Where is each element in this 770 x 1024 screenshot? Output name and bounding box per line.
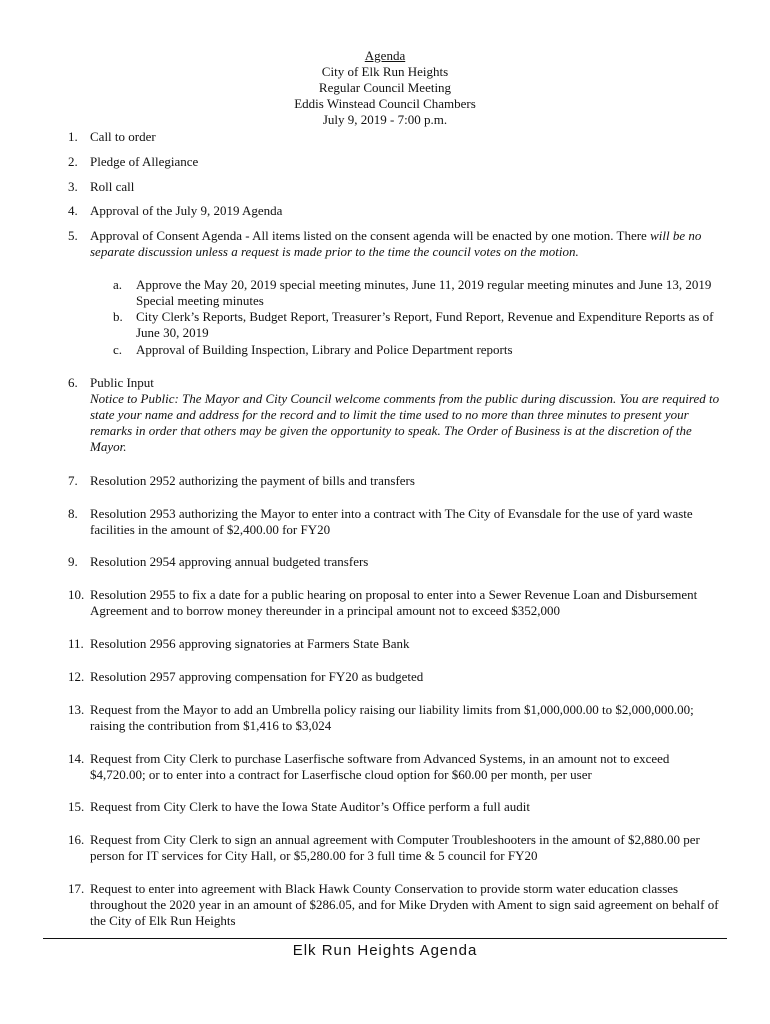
item-number: 6. <box>68 375 78 390</box>
item-number: 3. <box>68 179 78 194</box>
item-number: 10. <box>68 587 85 602</box>
item-number: 7. <box>68 473 78 488</box>
subitem-text: City Clerk’s Reports, Budget Report, Treasurer’s Report, Fund Report, Revenue and Expenditure Reports as of June 30, 2019 <box>136 309 714 340</box>
item-text: Resolution 2957 approving compensation for FY20 as budgeted <box>90 669 424 684</box>
item-text-block <box>90 228 728 260</box>
item-text: Request from City Clerk to purchase Laserfische software from Advanced Systems, in an amount not to exceed $4,720.00; or to enter into a contract for Laserfische cloud option for $60.00 per month, per user <box>90 751 670 782</box>
item-text: Resolution 2953 authorizing the Mayor to enter into a contract with The City of Evansdale for the use of yard waste facilities in the amount of $2,400.00 for FY20 <box>90 506 693 537</box>
item-text: Resolution 2952 authorizing the payment of bills and transfers <box>90 473 415 488</box>
subitem-letter: c. <box>113 342 123 357</box>
item-italic-note: will be no separate discussion unless a request is made prior to the time the council votes on the motion. <box>90 228 702 259</box>
item-number: 8. <box>68 506 78 521</box>
item-number: 2. <box>68 154 78 169</box>
item-text: Request from the Mayor to add an Umbrella policy raising our liability limits from $1,000,000.00 to $2,000,000.00; raising the contribution from $1,416 to $3,024 <box>90 702 694 733</box>
item-text: Public Input <box>90 375 154 390</box>
item-text: Resolution 2956 approving signatories at Farmers State Bank <box>90 636 410 651</box>
item-text: Request to enter into agreement with Black Hawk County Conservation to provide storm water education classes throughout the 2020 year in an amount of $286.05, and for Mike Dryden with Ament to sign said agreement on behalf of the City of Elk Run Heights <box>90 881 719 928</box>
item-number: 16. <box>68 832 85 847</box>
page-footer: Elk Run Heights Agenda <box>292 942 478 959</box>
subitem-letter: b. <box>113 309 123 324</box>
item-text: Call to order <box>90 129 156 144</box>
meeting-type: Regular Council Meeting <box>318 80 452 95</box>
item-number: 17. <box>68 881 85 896</box>
item-number: 5. <box>68 228 78 243</box>
city-name: City of Elk Run Heights <box>321 64 449 79</box>
item-text: Resolution 2955 to fix a date for a public hearing on proposal to enter into a Sewer Revenue Loan and Disbursement Agreement and to borrow money thereunder in a principal amount not to exceed $352,000 <box>90 587 698 618</box>
item-number: 4. <box>68 203 78 218</box>
item-text: Request from City Clerk to have the Iowa State Auditor’s Office perform a full audit <box>90 799 530 814</box>
item-text-block <box>90 375 728 455</box>
item-number: 1. <box>68 129 78 144</box>
footer-divider <box>43 938 727 939</box>
item-number: 9. <box>68 554 78 569</box>
item-number: 13. <box>68 702 85 717</box>
meeting-location: Eddis Winstead Council Chambers <box>294 96 476 111</box>
item-text: Roll call <box>90 179 135 194</box>
agenda-header <box>0 48 770 128</box>
item-number: 11. <box>68 636 84 651</box>
item-text: Approval of the July 9, 2019 Agenda <box>90 203 283 218</box>
subitem-text: Approve the May 20, 2019 special meeting minutes, June 11, 2019 regular meeting minutes and June 13, 2019 Special meeting minutes <box>136 277 712 308</box>
public-notice: Notice to Public: The Mayor and City Council welcome comments from the public during discussion. You are required to state your name and address for the record and to limit the time used to no more than three minutes to present your remarks in order that others may be given the opportunity to speak. The Order of Business is at the discretion of the Mayor. <box>90 391 720 454</box>
agenda-title: Agenda <box>364 48 406 63</box>
item-text: Request from City Clerk to sign an annual agreement with Computer Troubleshooters in the amount of $2,880.00 per person for IT services for City Hall, or $5,280.00 for 3 full time & 5 council for FY20 <box>90 832 700 863</box>
item-text: Approval of Consent Agenda - All items listed on the consent agenda will be enacted by one motion. There <box>90 228 651 243</box>
item-number: 12. <box>68 669 85 684</box>
subitem-text: Approval of Building Inspection, Library and Police Department reports <box>136 342 513 357</box>
item-number: 15. <box>68 799 85 814</box>
item-text: Pledge of Allegiance <box>90 154 199 169</box>
subitem-letter: a. <box>113 277 123 292</box>
item-number: 14. <box>68 751 85 766</box>
meeting-datetime: July 9, 2019 - 7:00 p.m. <box>322 112 448 127</box>
item-text: Resolution 2954 approving annual budgeted transfers <box>90 554 369 569</box>
